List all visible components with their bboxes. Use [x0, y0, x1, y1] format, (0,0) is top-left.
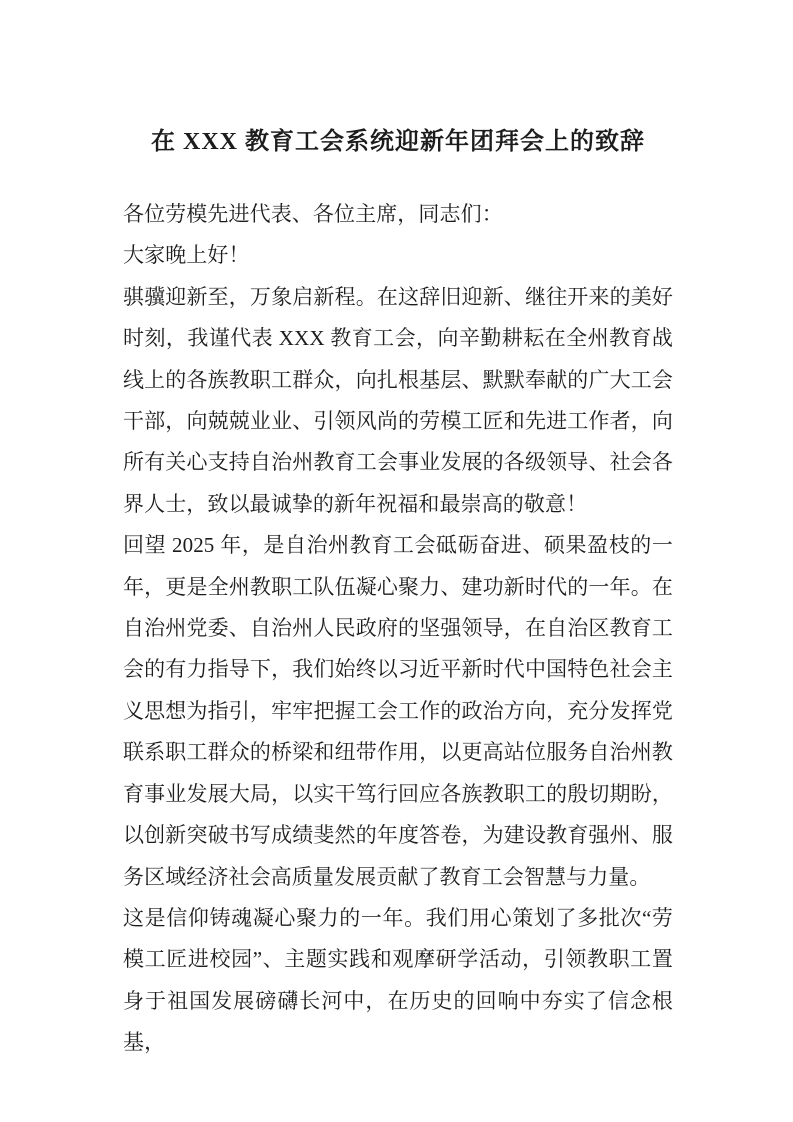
- paragraph-new-year-wishes: 骐骥迎新至，万象启新程。在这辞旧迎新、继往开来的美好时刻，我谨代表 XXX 教育工会，向辛勤耕耘在全州教育战线上的各族教职工群众，向扎根基层、默默奉献的广大工会干部，向兢兢业业、引领风尚的劳模工匠和先进工作者，向所有关心支持自治州教育工会事业发展的各级领导、社会各界人士，致以最诚挚的新年祝福和最崇高的敬意！: [123, 284, 673, 516]
- paragraph-greeting: 大家晚上好！: [123, 243, 250, 268]
- document-title: 在 XXX 教育工会系统迎新年团拜会上的致辞: [151, 129, 645, 155]
- paragraph-faith-building: 这是信仰铸魂凝心聚力的一年。我们用心策划了多批次“劳模工匠进校园”、主题实践和观摩研学活动，引领教职工置身于祖国发展磅礴长河中，在历史的回响中夯实了信念根基，: [123, 905, 673, 1055]
- document-body: [123, 194, 673, 1064]
- paragraph-salutation: 各位劳模先进代表、各位主席，同志们：: [123, 202, 503, 226]
- paragraph-year-review: 回望 2025 年，是自治州教育工会砥砺奋进、硕果盈枝的一年，更是全州教职工队伍凝心聚力、建功新时代的一年。在自治州党委、自治州人民政府的坚强领导，在自治区教育工会的有力指导下，我们始终以习近平新时代中国特色社会主义思想为指引，牢牢把握工会工作的政治方向，充分发挥党联系职工群众的桥梁和纽带作用，以更高站位服务自治州教育事业发展大局，以实干笃行回应各族教职工的殷切期盼，以创新突破书写成绩斐然的年度答卷，为建设教育强州、服务区域经济社会高质量发展贡献了教育工会智慧与力量。: [123, 533, 673, 889]
